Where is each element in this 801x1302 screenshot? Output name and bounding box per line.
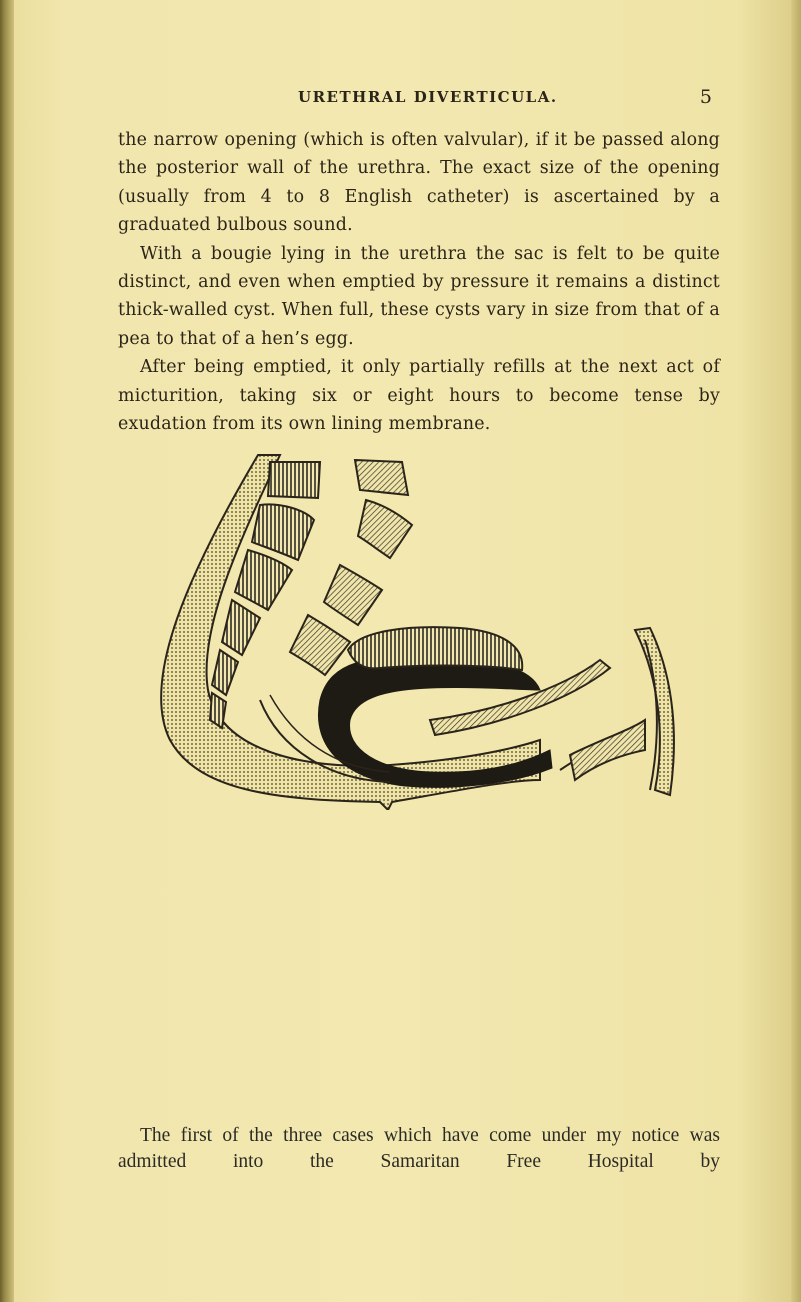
footer-text: [118, 1123, 720, 1175]
book-binding-edge: [0, 0, 14, 1302]
pelvis-sagittal-section-illustration: [130, 450, 690, 810]
body-text: [118, 126, 720, 438]
paragraph: The first of the three cases which have come under my notice was admitted into the Samaritan Free Hospital by: [118, 1125, 720, 1172]
paragraph: the narrow opening (which is often valvular), if it be passed along the posterior wall of the urethra. The exact size of the opening (usually from 4 to 8 English catheter) is ascertained by a graduated bulbous sound.: [118, 130, 720, 236]
paragraph: After being emptied, it only partially refills at the next act of micturition, taking six or eight hours to become tense by exudation from its own lining membrane.: [118, 357, 720, 435]
anatomical-figure: [130, 450, 690, 810]
page-right-edge: [791, 0, 801, 1302]
running-head: URETHRAL DIVERTICULA.: [298, 88, 558, 106]
page-header: [118, 86, 718, 110]
page-number: 5: [699, 86, 712, 108]
paragraph: With a bougie lying in the urethra the sac is felt to be quite distinct, and even when emptied by pressure it remains a distinct thick-walled cyst. When full, these cysts vary in size from that of a pea to that of a hen’s egg.: [118, 243, 720, 349]
